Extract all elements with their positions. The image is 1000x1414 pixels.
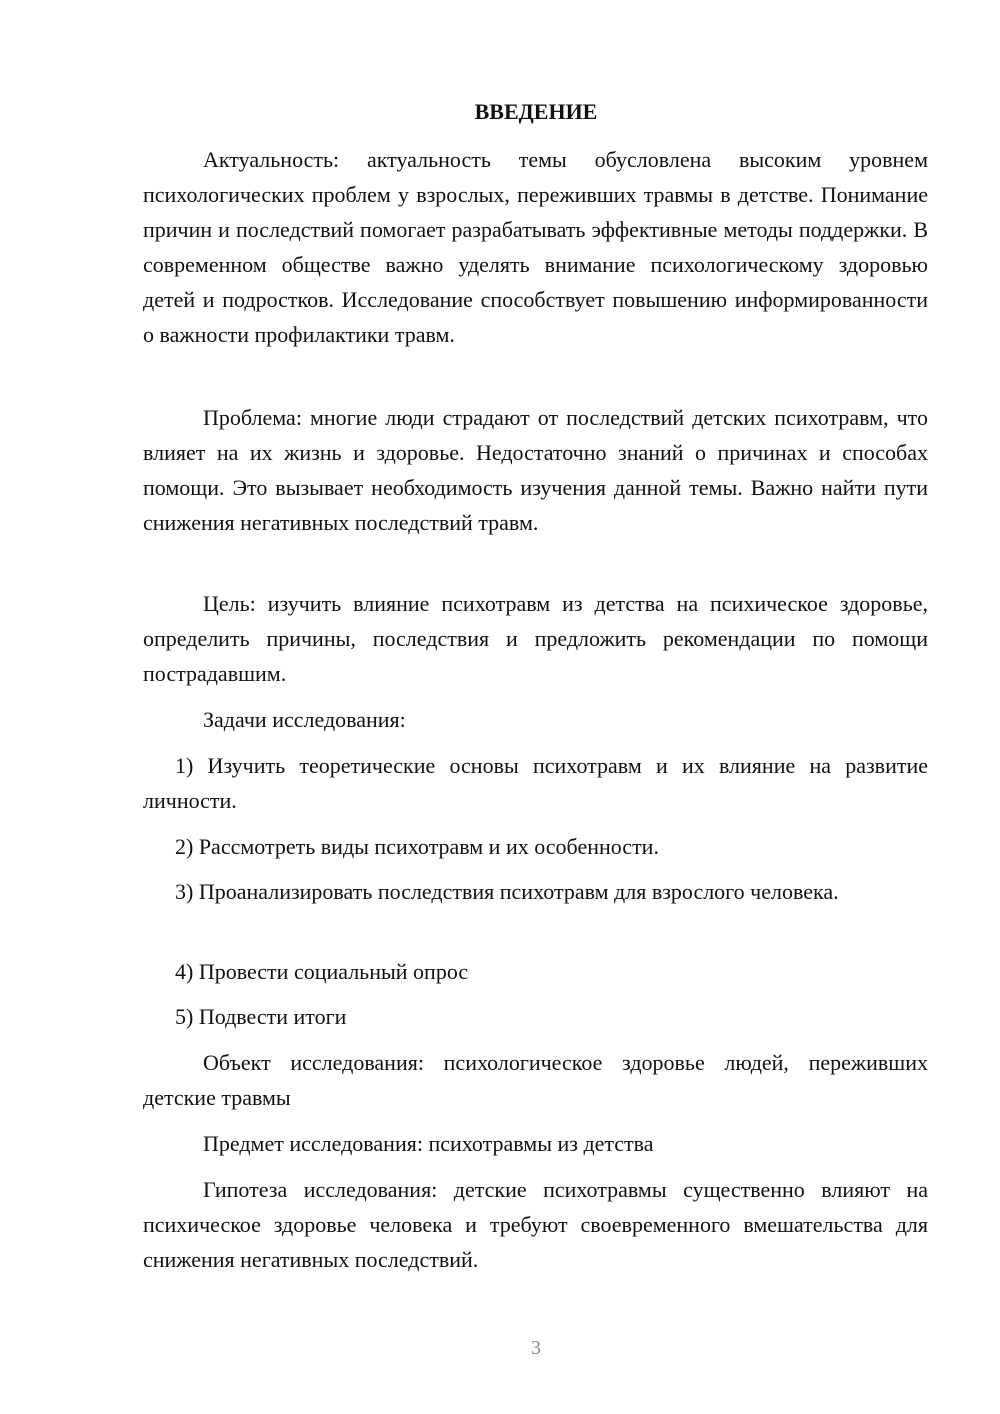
task-item-1: 1) Изучить теоретические основы психотравм и их влияние на развитие личности. [143, 753, 928, 813]
paragraph-object: Объект исследования: психологическое здоровье людей, переживших детские травмы [143, 1050, 928, 1110]
paragraph-goal: Цель: изучить влияние психотравм из детства на психическое здоровье, определить причины, последствия и предложить рекомендации по помощи пострадавшим. [143, 591, 928, 686]
task-item-4: 4) Провести социальный опрос [175, 959, 469, 984]
tasks-heading: Задачи исследования: [203, 707, 406, 732]
task-item-2: 2) Рассмотреть виды психотравм и их особенности. [175, 834, 659, 859]
page-number: 3 [531, 1337, 541, 1359]
paragraph-problem: Проблема: многие люди страдают от последствий детских психотравм, что влияет на их жизнь и здоровье. Недостаточно знаний о причинах и способах помощи. Это вызывает необходимость изучения данной темы. Важно найти пути снижения негативных последствий травм. [143, 405, 928, 535]
paragraph-subject: Предмет исследования: психотравмы из детства [203, 1131, 654, 1156]
task-item-5: 5) Подвести итоги [175, 1004, 347, 1029]
paragraph-hypothesis: Гипотеза исследования: детские психотравмы существенно влияют на психическое здоровье человека и требуют своевременного вмешательства для снижения негативных последствий. [143, 1177, 928, 1272]
task-item-3: 3) Проанализировать последствия психотравм для взрослого человека. [175, 879, 839, 904]
paragraph-relevance: Актуальность: актуальность темы обусловлена высоким уровнем психологических проблем у взрослых, переживших травмы в детстве. Понимание причин и последствий помогает разрабатывать эффективные методы поддержки. В современном обществе важно уделять внимание психологическому здоровью детей и подростков. Исследование способствует повышению информированности о важности профилактики травм. [143, 147, 928, 347]
page-title: ВВЕДЕНИЕ [474, 99, 598, 124]
